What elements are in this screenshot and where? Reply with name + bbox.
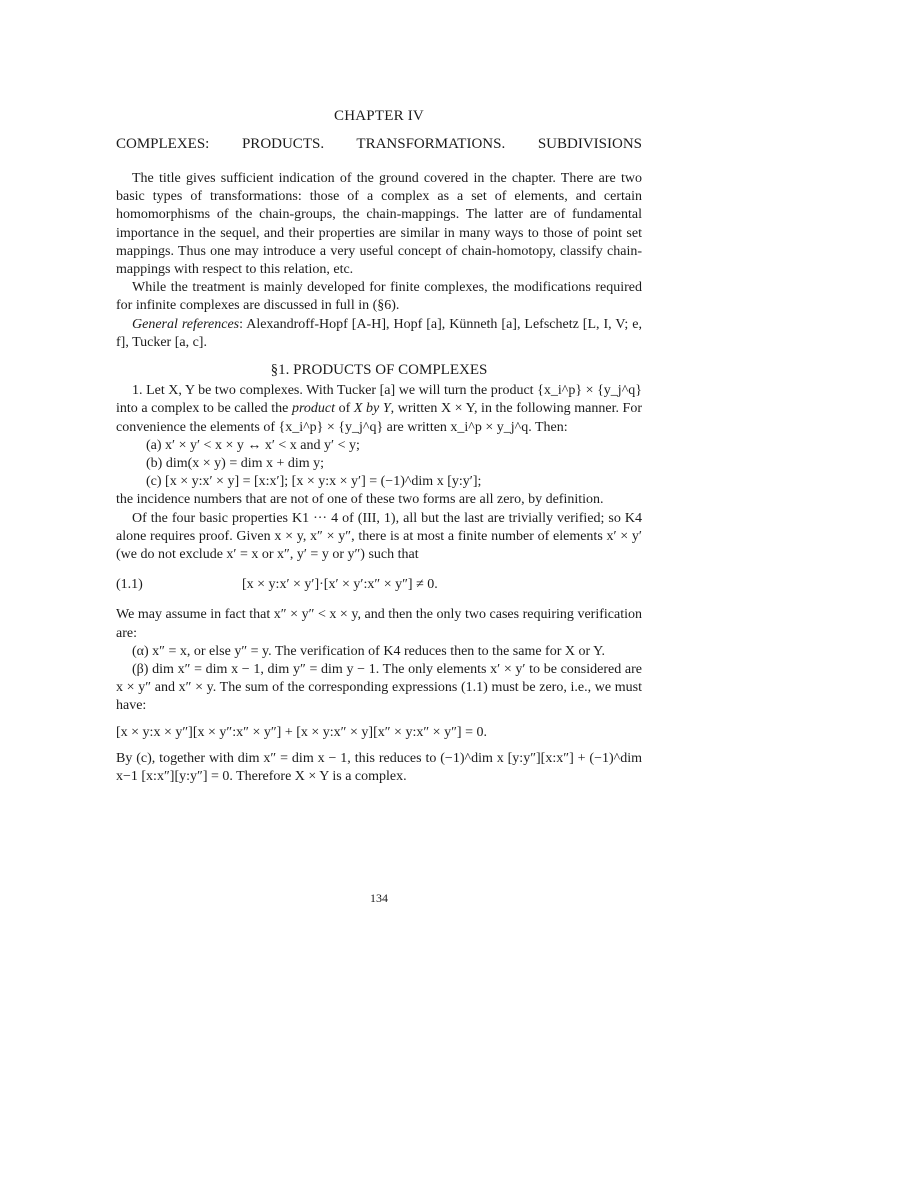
incidence-paragraph: the incidence numbers that are not of one of these two forms are all zero, by definition. [116, 492, 604, 508]
chapter-title: COMPLEXES: PRODUCTS. TRANSFORMATIONS. SUBDIVISIONS [116, 136, 642, 152]
properties-paragraph: Of the four basic properties K1 ··· 4 of (III, 1), all but the last are trivially verified; so K4 alone requires proof. Given x × y, x″ × y″, there is at most a finite number of elements x′ × y′ (we do not exclude x′ = x or x″, y′ = y or y″) such that [116, 510, 642, 563]
equation-number: (1.1) [116, 577, 143, 593]
intro-paragraph-2: While the treatment is mainly developed for finite complexes, the modifications required for infinite complexes are discussed in full in (§6). [116, 280, 642, 314]
references-label: General references [132, 316, 240, 332]
intro-paragraph-1: The title gives sufficient indication of the ground covered in the chapter. There are two basic types of transformations: those of a complex as a set of elements, and certain homomorphisms of the chain-groups, the chain-mappings. The latter are of fundamental importance in the sequel, and their properties are similar in many ways to those of point set mappings. Thus one may introduce a very useful concept of chain-homotopy, classify chain-mappings with respect to this relation, etc. [116, 171, 642, 278]
case-beta: (β) dim x″ = dim x − 1, dim y″ = dim y − 1. The only elements x′ × y′ to be considered are x × y″ and x″ × y. The sum of the corresponding expressions (1.1) must be zero, i.e., we must have: [116, 662, 642, 714]
definition-paragraph: 1. Let X, Y be two complexes. With Tucker [a] we will turn the product {x_i^p} × {y_j^q} into a complex to be called the product of X by Y, written X × Y, in the following manner. For convenience the elements of {x_i^p} × {y_j^q} are written x_i^p × y_j^q. Then: [116, 383, 643, 435]
case-alpha: (α) x″ = x, or else y″ = y. The verification of K4 reduces then to the same for X or Y. [132, 643, 605, 659]
chapter-heading: CHAPTER IV [334, 108, 424, 124]
section-title: §1. PRODUCTS OF COMPLEXES [270, 362, 488, 379]
condition-b: (b) dim(x × y) = dim x + dim y; [146, 456, 325, 472]
sum-equation: [x × y:x × y″][x × y″:x″ × y″] + [x × y:x″ × y][x″ × y:x″ × y″] = 0. [116, 724, 487, 740]
conclusion-paragraph: By (c), together with dim x″ = dim x − 1, this reduces to (−1)^dim x [y:y″][x:x″] + (−1)^dim x−1 [x:x″][y:y″] = 0. Therefore X × Y is a complex. [116, 750, 642, 785]
condition-c: (c) [x × y:x′ × y] = [x:x′]; [x × y:x × y′] = (−1)^dim x [y:y′]; [146, 474, 482, 490]
page-number: 134 [370, 891, 388, 905]
references-text: : Alexandroff-Hopf [A-H], Hopf [a], Künneth [a], Lefschetz [L, I, V; e, f], Tucker [a, c]. [116, 316, 643, 350]
condition-a: (a) x′ × y′ < x × y ↔ x′ < x and y′ < y; [146, 437, 360, 453]
page [116, 0, 642, 1188]
equation-1-1 [116, 576, 642, 594]
equation-body: [x × y:x′ × y′]·[x′ × y′:x″ × y″] ≠ 0. [242, 577, 438, 593]
references-paragraph [116, 316, 642, 352]
cases-paragraph: We may assume in fact that x″ × y″ < x × y, and then the only two cases requiring verification are: [116, 607, 642, 641]
body-text [116, 170, 642, 786]
